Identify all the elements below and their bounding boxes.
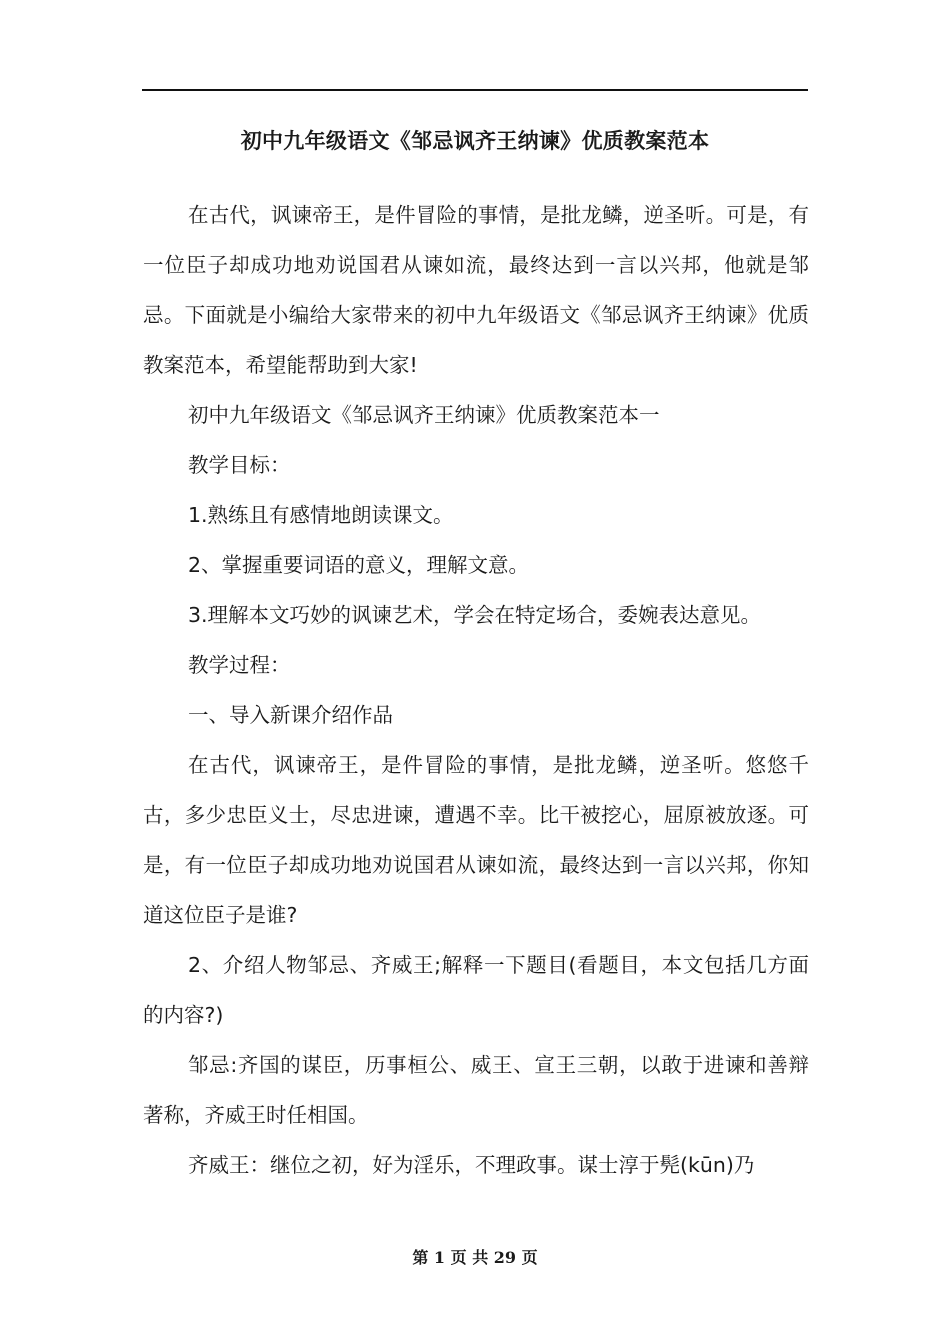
paragraph-step-1-heading: 一、导入新课介绍作品 xyxy=(188,703,393,727)
paragraph-zouji: 邹忌:齐国的谋臣，历事桓公、威王、宣王三朝，以敢于进谏和善辩著称，齐威王时任相国。 xyxy=(143,1053,809,1127)
paragraph-process-heading: 教学过程： xyxy=(188,653,291,677)
paragraph-goal-1: 1.熟练且有感情地朗读课文。 xyxy=(188,503,454,527)
document-title: 初中九年级语文《邹忌讽齐王纳谏》优质教案范本 xyxy=(240,129,710,153)
paragraph-qi-weiwang: 齐威王：继位之初，好为淫乐，不理政事。谋士淳于髡(kūn)乃 xyxy=(188,1153,755,1177)
paragraph-step-2: 2、介绍人物邹忌、齐威王;解释一下题目(看题目，本文包括几方面的内容?) xyxy=(143,953,809,1027)
paragraph-goal-3: 3.理解本文巧妙的讽谏艺术，学会在特定场合，委婉表达意见。 xyxy=(188,603,762,627)
paragraph-intro: 在古代，讽谏帝王，是件冒险的事情，是批龙鳞，逆圣听。可是，有一位臣子却成功地劝说国君从谏如流，最终达到一言以兴邦，他就是邹忌。下面就是小编给大家带来的初中九年级语文《邹忌讽齐王纳谏》优质教案范本，希望能帮助到大家! xyxy=(143,203,809,377)
paragraph-step-1-body: 在古代，讽谏帝王，是件冒险的事情，是批龙鳞，逆圣听。悠悠千古，多少忠臣义士，尽忠进谏，遭遇不幸。比干被挖心，屈原被放逐。可是，有一位臣子却成功地劝说国君从谏如流，最终达到一言以兴邦，你知道这位臣子是谁? xyxy=(143,753,809,927)
paragraph-section-heading: 初中九年级语文《邹忌讽齐王纳谏》优质教案范本一 xyxy=(188,403,660,427)
header-rule xyxy=(142,89,808,91)
document-body xyxy=(143,190,809,1190)
paragraph-goal-2: 2、掌握重要词语的意义，理解文意。 xyxy=(188,553,530,577)
paragraph-goals-heading: 教学目标： xyxy=(188,453,291,477)
page-number-footer: 第 1 页 共 29 页 xyxy=(412,1248,538,1267)
